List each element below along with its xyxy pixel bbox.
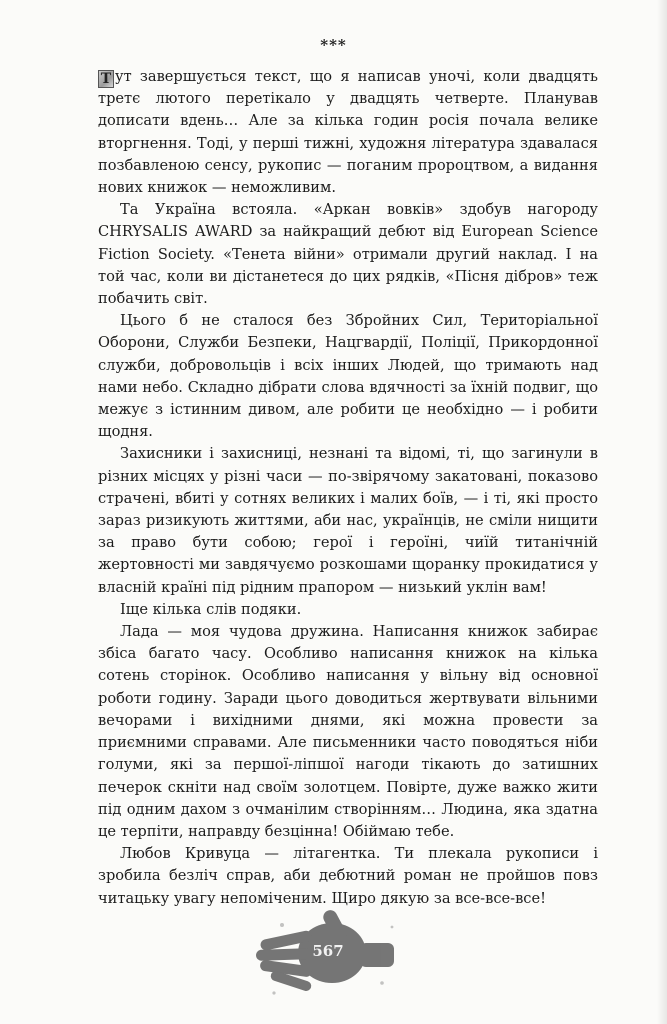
paragraph-text: ут завершується текст, що я написав уночі, коли двадцять третє лютого перетікало у двадцять четверте. Планував дописати вдень… Але за кілька годин росія почала велике вторгнення. Тоді, у перші тижні, художня література здавалася позбавленою сенсу, рукопис — поганим пророцтвом, а видання нових книжок — неможливим.	[98, 68, 598, 197]
paragraph-2: Та Україна встояла. «Аркан вовків» здобув нагороду CHRYSALIS AWARD за найкращий дебют від European Science Fiction Society. «Тенета війни» отримали другий наклад. І на той час, коли ви дістанетеся до цих рядків, «Пісня дібров» теж побачить світ.	[98, 201, 598, 308]
body-text	[98, 66, 598, 910]
paragraph-3: Цього б не сталося без Збройних Сил, Територіальної Оборони, Служби Безпеки, Нацгвардії, Поліції, Прикордонної служби, добровольців і всіх інших Людей, що тримають над нами небо. Складно дібрати слова вдячності за їхній подвиг, що межує з істинним дивом, але робити це необхідно — і робити щодня.	[98, 312, 598, 441]
paragraph-6: Лада — моя чудова дружина. Написання книжок забирає збіса багато часу. Особливо написання книжок на кілька сотень сторінок. Особливо написання у вільну від основної роботи годину. Заради цього доводиться жертвувати вільними вечорами і вихідними днями, які можна провести за приємними справами. Але письменники часто поводяться ніби голуми, які за першої-ліпшої нагоди тікають до затишних печерок скніти над своїм золотцем. Повірте, дуже важко жити під одним дахом з очманілим створінням… Людина, яка здатна це терпіти, направду безцінна! Обіймаю тебе.	[98, 623, 598, 840]
paragraph-7: Любов Кривуца — літагентка. Ти плекала рукописи і зробила безліч справ, аби дебютний роман не пройшов повз читацьку увагу непоміченим. Щиро дякую за все-все-все!	[98, 845, 598, 907]
paragraph-1	[98, 66, 598, 199]
drop-cap: Т	[98, 70, 114, 88]
page-edge-shadow	[657, 0, 667, 1024]
section-separator: ***	[320, 36, 347, 54]
paragraph-5: Іще кілька слів подяки.	[120, 600, 302, 618]
paragraph-4: Захисники і захисниці, незнані та відомі, ті, що загинули в різних місцях у різні часи — по-звірячому закатовані, показово страчені, вбиті у сотнях великих і малих боїв, — і ті, які просто зараз ризикують життями, аби нас, українців, не сміли нищити за право бути собою; герої і героїні, чиїй титанічній жертовності ми завдячуємо розкошами щоранку прокидатися у власній країні під рідним прапором — низький уклін вам!	[98, 445, 598, 596]
page-number: 567	[312, 942, 344, 960]
